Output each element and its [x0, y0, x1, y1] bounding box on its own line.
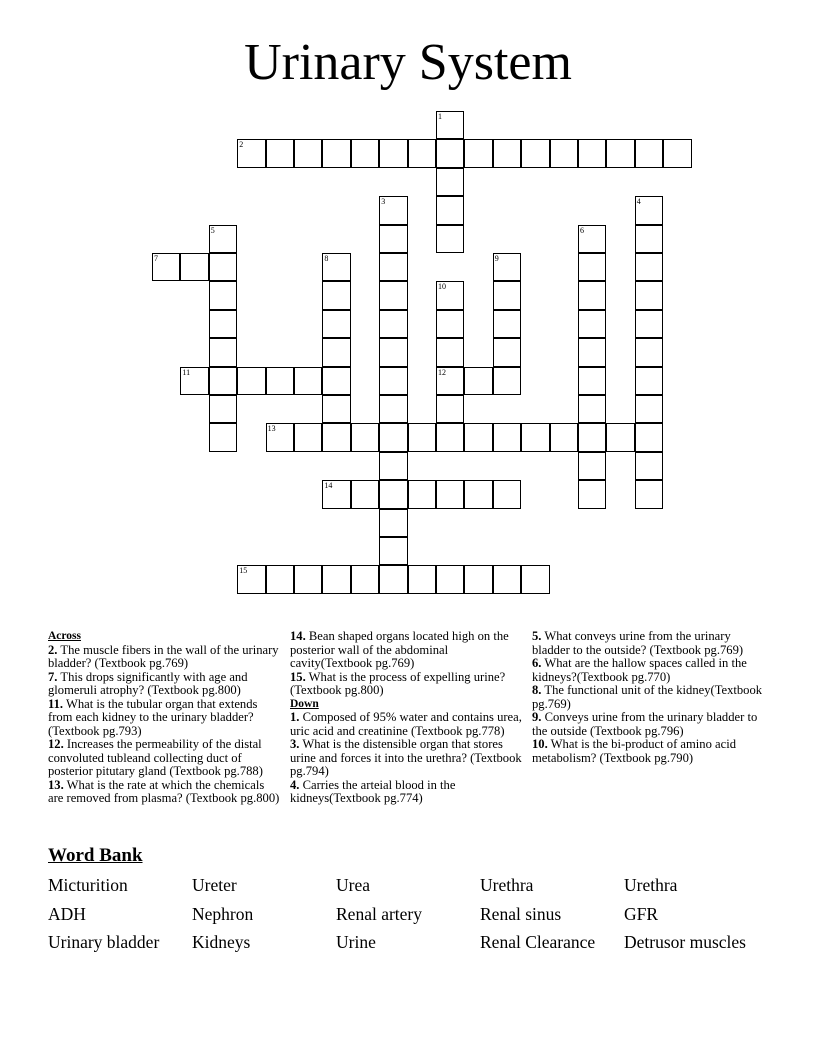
crossword-cell[interactable]: [635, 338, 663, 366]
crossword-cell[interactable]: [351, 139, 379, 167]
crossword-cell[interactable]: [550, 423, 578, 451]
crossword-cell[interactable]: [578, 253, 606, 281]
crossword-cell[interactable]: [237, 565, 265, 593]
crossword-cell[interactable]: [436, 480, 464, 508]
crossword-cell[interactable]: [436, 338, 464, 366]
crossword-cell[interactable]: [322, 565, 350, 593]
crossword-cell[interactable]: [379, 423, 407, 451]
crossword-cell[interactable]: [635, 139, 663, 167]
crossword-cell[interactable]: [379, 253, 407, 281]
crossword-cell[interactable]: [635, 253, 663, 281]
crossword-cell[interactable]: [493, 139, 521, 167]
word-bank-item: Urethra: [480, 875, 534, 895]
clue-across-7: 7. This drops significantly with age and glomeruli atrophy? (Textbook pg.800): [48, 669, 248, 697]
clue-number: 3: [381, 197, 386, 207]
crossword-cell[interactable]: [635, 395, 663, 423]
crossword-cell[interactable]: [635, 281, 663, 309]
crossword-cell[interactable]: [606, 423, 634, 451]
crossword-cell[interactable]: [379, 225, 407, 253]
crossword-cell[interactable]: [379, 310, 407, 338]
crossword-cell[interactable]: [578, 310, 606, 338]
crossword-cell[interactable]: [436, 168, 464, 196]
crossword-cell[interactable]: [266, 565, 294, 593]
clue-across-11: 11. What is the tubular organ that extends from each kidney to the urinary bladder? (Textbook pg.793): [48, 696, 258, 738]
clue-down-1: 1. Composed of 95% water and contains urea, uric acid and creatinine (Textbook pg.778): [290, 710, 522, 738]
crossword-cell[interactable]: [266, 423, 294, 451]
clue-number: 14: [324, 481, 333, 491]
clue-down-8: 8. The functional unit of the kidney(Textbook pg.769): [532, 683, 763, 711]
word-bank-item: ADH: [48, 904, 86, 924]
crossword-cell[interactable]: [379, 452, 407, 480]
crossword-cell[interactable]: [464, 367, 492, 395]
clues-column-3: [532, 630, 764, 765]
crossword-cell[interactable]: [521, 565, 549, 593]
crossword-cell[interactable]: [493, 423, 521, 451]
crossword-cell[interactable]: [493, 338, 521, 366]
clue-number: 10: [438, 282, 446, 292]
crossword-cell[interactable]: [464, 423, 492, 451]
crossword-cell[interactable]: [322, 395, 350, 423]
crossword-cell[interactable]: [578, 480, 606, 508]
crossword-cell[interactable]: [294, 565, 322, 593]
clue-across-12: 12. Increases the permeability of the distal convoluted tubleand collecting duct of posterior pitutary gland (Textbook pg.788): [48, 737, 263, 778]
crossword-cell[interactable]: [436, 281, 464, 309]
crossword-cell[interactable]: [294, 423, 322, 451]
crossword-cell[interactable]: [493, 310, 521, 338]
crossword-cell[interactable]: [635, 480, 663, 508]
crossword-cell[interactable]: [408, 565, 436, 593]
crossword-cell[interactable]: [379, 480, 407, 508]
crossword-cell[interactable]: [436, 565, 464, 593]
crossword-cell[interactable]: [436, 196, 464, 224]
clue-number: 13: [267, 424, 276, 434]
crossword-cell[interactable]: [379, 367, 407, 395]
crossword-cell[interactable]: [237, 139, 265, 167]
clue-number: 5: [210, 225, 215, 235]
crossword-cell[interactable]: [209, 253, 237, 281]
word-bank-item: GFR: [624, 904, 659, 924]
word-bank-title: Word Bank: [48, 845, 143, 866]
clue-number: 1: [438, 112, 442, 121]
crossword-cell[interactable]: [578, 452, 606, 480]
crossword-cell[interactable]: [635, 225, 663, 253]
clue-down-3: 3. What is the distensible organ that stores urine and forces it into the urethra? (Textbook pg.794): [290, 737, 522, 778]
clue-number: 9: [494, 254, 499, 263]
clue-down-9: 9. Conveys urine from the urinary bladder to the outside (Textbook pg.796): [532, 710, 758, 738]
crossword-cell[interactable]: [436, 225, 464, 253]
crossword-cell[interactable]: [209, 423, 237, 451]
crossword-cell[interactable]: [209, 395, 237, 423]
crossword-cell[interactable]: [578, 367, 606, 395]
word-bank-item: Urinary bladder: [48, 932, 160, 952]
word-bank-item: Urine: [336, 932, 376, 952]
clue-number: 7: [154, 254, 158, 263]
crossword-cell[interactable]: [436, 111, 464, 139]
crossword-cell[interactable]: [578, 338, 606, 366]
crossword-cell[interactable]: [635, 423, 663, 451]
crossword-cell[interactable]: [635, 452, 663, 480]
crossword-cell[interactable]: [436, 395, 464, 423]
clue-number: 12: [438, 367, 446, 377]
crossword-cell[interactable]: [578, 395, 606, 423]
word-bank-item: Nephron: [192, 904, 254, 924]
word-bank-item: Urea: [336, 875, 371, 895]
clue-across-14: 14. Bean shaped organs located high on the posterior wall of the abdominal cavity(Textbook pg.769): [290, 629, 509, 670]
crossword-cell[interactable]: [578, 281, 606, 309]
clue-number: 11: [182, 367, 191, 377]
clue-across-13: 13. What is the rate at which the chemicals are removed from plasma? (Textbook pg.800): [48, 777, 280, 805]
clue-down-4: 4. Carries the arteial blood in the kidneys(Textbook pg.774): [290, 777, 456, 805]
crossword-cell[interactable]: [152, 253, 180, 281]
crossword-cell[interactable]: [294, 367, 322, 395]
crossword-cell[interactable]: [578, 139, 606, 167]
crossword-cell[interactable]: [379, 196, 407, 224]
crossword-cell[interactable]: [464, 565, 492, 593]
crossword-cell[interactable]: [322, 281, 350, 309]
crossword-cell[interactable]: [493, 565, 521, 593]
word-bank-item: Renal sinus: [480, 904, 562, 924]
crossword-cell[interactable]: [436, 310, 464, 338]
word-bank-item: Micturition: [48, 875, 128, 895]
clue-number: 6: [580, 225, 584, 235]
crossword-cell[interactable]: [493, 281, 521, 309]
clue-number: 4: [636, 197, 641, 207]
crossword-cell[interactable]: [578, 423, 606, 451]
word-bank-item: Renal Clearance: [480, 932, 596, 952]
crossword-cell[interactable]: [521, 423, 549, 451]
clue-number: 2: [239, 140, 244, 150]
crossword-cell[interactable]: [635, 310, 663, 338]
crossword-cell[interactable]: [436, 367, 464, 395]
crossword-cell[interactable]: [635, 196, 663, 224]
crossword-cell[interactable]: [635, 367, 663, 395]
crossword-cell[interactable]: [209, 225, 237, 253]
crossword-cell[interactable]: [550, 139, 578, 167]
crossword-cell[interactable]: [408, 480, 436, 508]
clue-down-6: 6. What are the hallow spaces called in the kidneys?(Textbook pg.770): [532, 656, 747, 684]
crossword-cell[interactable]: [322, 480, 350, 508]
clue-across-15: 15. What is the process of expelling urine? (Textbook pg.800): [290, 669, 506, 697]
crossword-cell[interactable]: [294, 139, 322, 167]
word-bank-item: Urethra: [624, 875, 678, 895]
crossword-cell[interactable]: [209, 310, 237, 338]
crossword-cell[interactable]: [351, 565, 379, 593]
crossword-cell[interactable]: [493, 480, 521, 508]
crossword-cell[interactable]: [521, 139, 549, 167]
word-bank-item: Ureter: [192, 875, 237, 895]
crossword-cell[interactable]: [493, 253, 521, 281]
crossword-cell[interactable]: [578, 225, 606, 253]
crossword-cell[interactable]: [266, 367, 294, 395]
clue-number: 15: [239, 566, 248, 576]
crossword-cell[interactable]: [322, 367, 350, 395]
clue-down-5: 5. What conveys urine from the urinary bladder to the outside? (Textbook pg.769): [532, 629, 744, 657]
crossword-cell[interactable]: [209, 367, 237, 395]
crossword-cell[interactable]: [180, 253, 208, 281]
word-bank-item: Detrusor muscles: [624, 932, 746, 952]
clue-across-2: 2. The muscle fibers in the wall of the urinary bladder? (Textbook pg.769): [48, 642, 279, 670]
down-heading: Down: [290, 697, 319, 710]
crossword-cell[interactable]: [351, 480, 379, 508]
across-heading: Across: [48, 630, 82, 642]
word-bank-item: Renal artery: [336, 904, 422, 924]
crossword-cell[interactable]: [209, 338, 237, 366]
crossword-cell[interactable]: [379, 537, 407, 565]
crossword-cell[interactable]: [606, 139, 634, 167]
clues-column-2: [290, 630, 522, 806]
crossword-cell[interactable]: [379, 139, 407, 167]
crossword-cell[interactable]: [351, 423, 379, 451]
crossword-cell[interactable]: [322, 338, 350, 366]
crossword-cell[interactable]: [266, 139, 294, 167]
crossword-cell[interactable]: [322, 310, 350, 338]
word-bank-item: Kidneys: [192, 932, 251, 952]
crossword-cell[interactable]: [180, 367, 208, 395]
crossword-cell[interactable]: [379, 565, 407, 593]
crossword-cell[interactable]: [379, 338, 407, 366]
crossword-cell[interactable]: [464, 480, 492, 508]
crossword-cell[interactable]: [408, 139, 436, 167]
crossword-cell[interactable]: [322, 253, 350, 281]
crossword-cell[interactable]: [209, 281, 237, 309]
crossword-cell[interactable]: [408, 423, 436, 451]
crossword-cell[interactable]: [663, 139, 691, 167]
crossword-cell[interactable]: [379, 281, 407, 309]
clues-column-1: [48, 630, 280, 806]
crossword-cell[interactable]: [493, 367, 521, 395]
crossword-cell[interactable]: [464, 139, 492, 167]
crossword-cell[interactable]: [322, 423, 350, 451]
crossword-cell[interactable]: [436, 423, 464, 451]
crossword-cell[interactable]: [379, 509, 407, 537]
clue-number: 8: [324, 254, 329, 263]
crossword-cell[interactable]: [237, 367, 265, 395]
crossword-cell[interactable]: [436, 139, 464, 167]
crossword-cell[interactable]: [322, 139, 350, 167]
puzzle-title: Urinary System: [244, 34, 572, 91]
crossword-cell[interactable]: [379, 395, 407, 423]
clue-down-10: 10. What is the bi-product of amino acid metabolism? (Textbook pg.790): [532, 737, 737, 765]
